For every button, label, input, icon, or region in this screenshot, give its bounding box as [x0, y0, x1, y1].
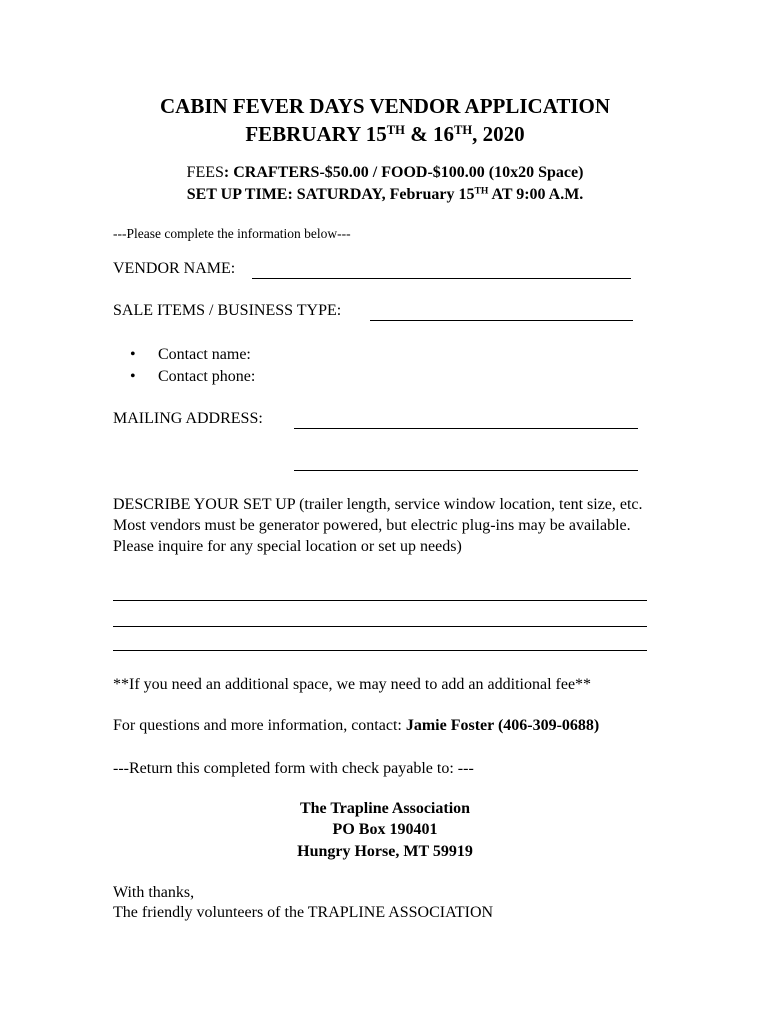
sale-items-label: SALE ITEMS / BUSINESS TYPE: [113, 302, 342, 319]
contact-person: Jamie Foster (406-309-0688) [405, 717, 600, 734]
return-note: ---Return this completed form with check payable to: --- [113, 760, 474, 777]
vendor-name-label: VENDOR NAME: [113, 260, 236, 277]
contact-name-label: Contact name: [158, 346, 251, 363]
setup-description-line-3[interactable] [113, 650, 647, 651]
payee-po-box: PO Box 190401 [332, 821, 438, 838]
event-dates: FEBRUARY 15TH & 16TH, 2020 [245, 122, 525, 146]
contact-phone-label: Contact phone: [158, 368, 256, 385]
closing-signature: The friendly volunteers of the TRAPLINE ASSOCIATION [113, 904, 494, 921]
list-item [130, 346, 255, 368]
mailing-address-field-2[interactable] [294, 470, 638, 471]
setup-time-line: SET UP TIME: SATURDAY, February 15TH AT 9:00 A.M. [186, 185, 584, 203]
additional-space-note: **If you need an additional space, we may need to add an additional fee** [113, 676, 592, 693]
mailing-address-field-1[interactable] [294, 428, 638, 429]
instructions-text: ---Please complete the information below--- [113, 226, 351, 241]
contact-list [130, 346, 255, 390]
bullet-icon: • [130, 346, 136, 363]
vendor-name-field[interactable] [252, 278, 631, 279]
bullet-icon: • [130, 368, 136, 385]
sale-items-field[interactable] [370, 320, 633, 321]
payee-city: Hungry Horse, MT 59919 [297, 843, 473, 860]
describe-setup-text: DESCRIBE YOUR SET UP (trailer length, service window location, tent size, etc. Most vendors must be generator powered, but electric plug-ins may be available. Please inquire for any special location or set up needs) [113, 496, 643, 555]
mailing-address-label: MAILING ADDRESS: [113, 410, 263, 427]
form-title: CABIN FEVER DAYS VENDOR APPLICATION [159, 94, 610, 118]
setup-description-line-2[interactable] [113, 626, 647, 627]
fees-line: FEES: CRAFTERS-$50.00 / FOOD-$100.00 (10x20 Space) [186, 164, 584, 181]
closing-thanks: With thanks, [113, 884, 195, 901]
list-item [130, 368, 255, 390]
setup-description-line-1[interactable] [113, 600, 647, 601]
payee-name: The Trapline Association [299, 800, 471, 817]
questions-line: For questions and more information, contact: Jamie Foster (406-309-0688) [113, 717, 600, 734]
